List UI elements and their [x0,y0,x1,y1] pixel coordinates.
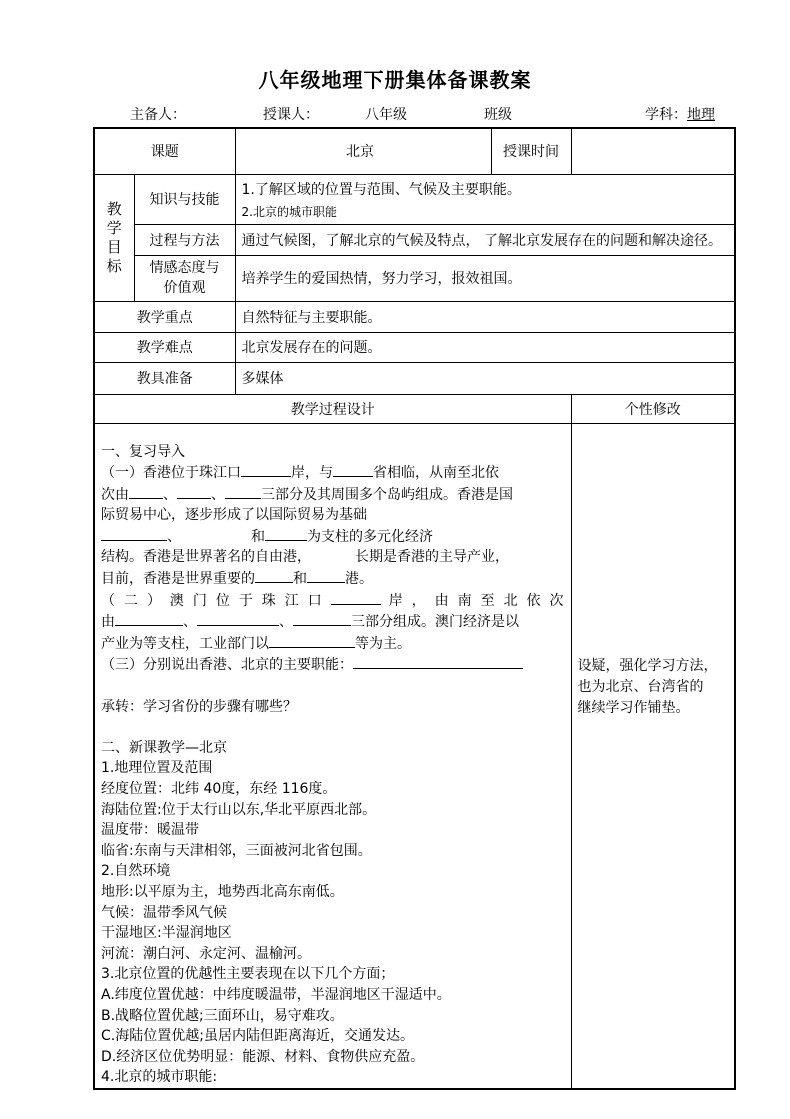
topic-row [94,128,735,174]
transition: 承转：学习省份的步骤有哪些？ [101,698,297,715]
lesson-plan-table [93,127,736,1090]
macau-line-3: 产业为等支柱，工业部门以 等为主。 [101,633,565,655]
goal-emotion-label: 情感态度与 价值观 [134,255,235,301]
lesson-line: C.海陆位置优越;虽居内陆但距离海近，交通发达。 [101,1028,414,1045]
key-point-row [94,301,735,332]
document-title: 八年级地理下册集体备课教案 [258,68,532,92]
hk-line-3: 际贸易中心，逐步形成了以国际贸易为基础 [101,507,367,524]
lesson-line: 干湿地区:半湿润地区 [101,925,232,942]
lesson-line: 经度位置：北纬 40度，东经 116度。 [101,781,337,797]
difficulty-label: 教学难点 [94,332,235,362]
difficulty-row [94,332,735,362]
process-header: 教学过程设计 [94,394,571,423]
class-label: 班级 [484,107,512,123]
difficulty-value: 北京发展存在的问题。 [235,332,735,362]
hk-line-2: 次由 、 、 三部分及其周围多个岛屿组成。香港是国 [101,484,565,506]
goal-row-knowledge [94,174,735,224]
lesson-line: 1.地理位置及范围 [101,760,213,777]
hk-line-6: 目前，香港是世界重要的 和 港。 [101,568,565,590]
new-lesson-title: 二、新课教学—北京 [101,739,227,756]
lesson-line: 临省:东南与天津相邻，三面被河北省包围。 [101,842,372,859]
lesson-line: 4.北京的城市职能: [101,1069,218,1086]
goal-knowledge-label: 知识与技能 [134,174,235,224]
goal-knowledge-value: 1.了解区域的位置与范围、气候及主要职能。 2.北京的城市职能 [235,174,735,224]
goal-emotion-value: 培养学生的爱国热情，努力学习，报效祖国。 [235,255,735,301]
lesson-line: 河流：潮白河、永定河、温榆河。 [101,945,311,962]
goals-label: 教 学 目 标 [94,174,134,301]
macau-line-2: 由 、 、 三部分组成。澳门经济是以 [101,611,565,633]
review-title: 一、复习导入 [101,443,185,460]
question-3: （三）分别说出香港、北京的主要职能： [101,654,565,676]
lesson-line: A.纬度位置优越：中纬度暖温带，半湿润地区干湿适中。 [101,986,451,1003]
lesson-line: 海陆位置:位于太行山以东,华北平原西北部。 [101,801,377,818]
topic-value: 北京 [235,128,491,174]
goal-process-label: 过程与方法 [134,224,235,255]
process-header-row [94,394,735,423]
subject-field [645,104,715,124]
grade-label: 八年级 [365,107,407,123]
process-content [94,423,571,1089]
lesson-line: D.经济区位优势明显：能源、材料、食物供应充盈。 [101,1048,425,1065]
lesson-line: 地形:以平原为主，地势西北高东南低。 [101,883,344,900]
tools-row [94,362,735,394]
teacher-label: 授课人： [263,107,319,123]
subject-label: 学科： [645,107,687,123]
topic-label: 课题 [94,128,235,174]
preparer-label: 主备人： [130,107,186,123]
tools-value: 多媒体 [235,362,735,394]
subject-value: 地理 [687,107,715,123]
time-value [571,128,735,174]
lesson-line: 温度带：暖温带 [101,822,199,839]
goal-row-process [94,224,735,255]
lesson-line: B.战略位置优越;三面环山，易守难攻。 [101,1007,344,1024]
goal-process-value: 通过气候图，了解北京的气候及特点， 了解北京发展存在的问题和解决途径。 [235,224,735,255]
notes-header: 个性修改 [571,394,735,423]
goal-row-emotion [94,255,735,301]
key-point-label: 教学重点 [94,301,235,332]
hk-line-4: 、 和 为支柱的多元化经济 [101,526,565,548]
notes-content: 设疑，强化学习方法， 也为北京、台湾省的 继续学习作铺垫。 [571,423,735,1089]
key-point-value: 自然特征与主要职能。 [235,301,735,332]
macau-line-1: （二）澳门位于珠江口 岸，由南至北依次 [101,590,565,612]
lesson-line: 2.自然环境 [101,863,171,880]
time-label: 授课时间 [491,128,571,174]
process-body-row [94,423,735,1089]
hk-line-1: （一）香港位于珠江口 岸，与 省相临，从南至北依 [101,462,565,484]
lesson-line: 3.北京位置的优越性主要表现在以下几个方面； [101,966,395,983]
hk-line-5: 结构。香港是世界著名的自由港， 长期是香港的主导产业， [101,549,509,566]
tools-label: 教具准备 [94,362,235,394]
lesson-line: 气候：温带季风气候 [101,904,227,921]
